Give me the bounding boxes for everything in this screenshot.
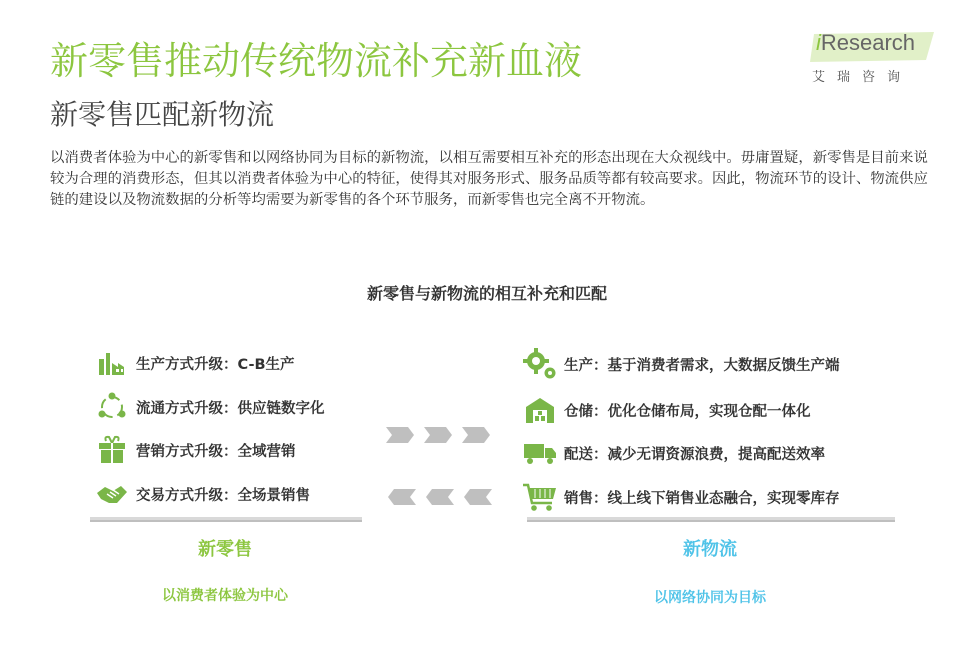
logo-word-i: i	[816, 30, 821, 55]
cycle-icon	[94, 392, 130, 422]
page-subtitle: 新零售匹配新物流	[50, 98, 275, 131]
left-baseline	[90, 517, 362, 522]
left-group-label: 新零售	[198, 539, 252, 560]
left-item-marketing	[94, 435, 296, 465]
left-item-label: 生产方式升级：C-B生产	[136, 356, 295, 373]
right-item-delivery	[522, 438, 825, 468]
left-item-trade	[94, 479, 310, 509]
intro-paragraph: 以消费者体验为中心的新零售和以网络协同为目标的新物流，以相互需要相互补充的形态出现在大众视线中。毋庸置疑，新零售是目前来说较为合理的消费形态，但其以消费者体验为中心的特征，使得其对服务形式、服务品质等都有较高要求。因此，物流环节的设计、物流供应链的建设以及物流数据的分析等均需要为新零售的各个环节服务，而新零售也完全离不开物流。	[50, 150, 928, 208]
right-item-production	[522, 349, 840, 379]
logo-wordmark	[816, 30, 915, 56]
right-arrows-icon	[386, 427, 490, 443]
page-title: 新零售推动传统物流补充新血液	[50, 39, 583, 83]
right-item-label: 配送：减少无谓资源浪费，提高配送效率	[564, 446, 825, 463]
right-item-label: 销售：线上线下销售业态融合，实现零库存	[564, 490, 840, 507]
gears-icon	[522, 349, 558, 379]
right-item-sales	[522, 482, 840, 512]
iresearch-logo	[808, 30, 938, 90]
right-item-storage	[522, 395, 811, 425]
left-item-label: 交易方式升级：全场景销售	[136, 487, 310, 504]
right-group-caption: 以网络协同为目标	[654, 590, 766, 606]
gift-icon	[94, 435, 130, 465]
left-item-label: 流通方式升级：供应链数字化	[136, 400, 325, 417]
right-baseline	[527, 517, 895, 522]
left-item-production	[94, 348, 295, 378]
left-arrows-icon	[388, 489, 492, 505]
left-item-circulation	[94, 392, 325, 422]
logo-chinese-name: 艾瑞咨询	[812, 70, 913, 85]
right-item-label: 仓储：优化仓储布局，实现仓配一体化	[564, 403, 811, 420]
diagram-title: 新零售与新物流的相互补充和匹配	[366, 284, 607, 303]
exchange-arrows	[384, 425, 496, 515]
left-group-caption: 以消费者体验为中心	[162, 588, 288, 604]
right-group-label: 新物流	[683, 539, 737, 560]
cart-icon	[522, 482, 558, 512]
logo-word-rest: Research	[820, 30, 916, 55]
factory-icon	[94, 348, 130, 378]
truck-icon	[522, 438, 558, 468]
left-item-label: 营销方式升级：全域营销	[136, 443, 296, 460]
warehouse-icon	[522, 395, 558, 425]
handshake-icon	[94, 479, 130, 509]
right-item-label: 生产：基于消费者需求，大数据反馈生产端	[564, 357, 840, 374]
